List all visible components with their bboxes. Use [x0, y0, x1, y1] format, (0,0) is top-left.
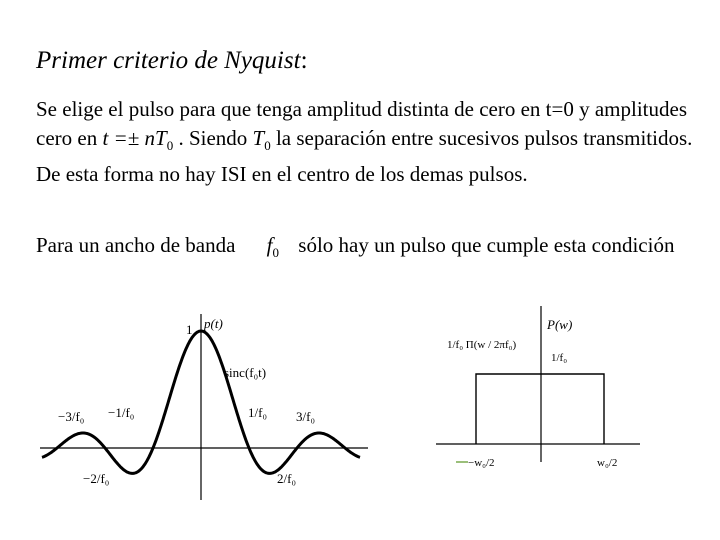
sinc-label: sinc(f₀t)	[224, 365, 267, 380]
P-w-label: P(w)	[547, 317, 573, 332]
p-t-label: p(t)	[204, 316, 223, 331]
symbol-T0: $T_0$	[252, 126, 271, 154]
height-label: 1/f₀	[551, 352, 568, 364]
paragraph-nyquist-condition: Se elige el pulso para que tenga amplitud distinta de cero en t=0 y amplitudes cero en $t =\pm nT_0$ . Siendo $T_0$ la separación entre sucesivos pulsos transmitidos. De esta forma no hay ISI en el centro de los demas pulsos.	[36, 97, 693, 187]
tick-label-neg2: −2/f₀	[83, 471, 110, 486]
tick-label-pos1: 1/f₀	[248, 405, 267, 420]
symbol-f0: $f_0$	[266, 233, 280, 261]
tick-right-label: w₀/2	[597, 457, 618, 469]
tick-left-label: −w₀/2	[468, 457, 495, 469]
equation-t-equals-nT0: $t =\pm nT_0$	[102, 126, 174, 154]
peak-label: 1	[186, 322, 193, 337]
sinc-curve	[42, 331, 360, 473]
slide-title: Primer criterio de Nyquist:	[36, 47, 308, 74]
tick-label-pos3: 3/f₀	[296, 409, 315, 424]
tick-label-pos2: 2/f₀	[277, 471, 296, 486]
tick-label-neg3: −3/f₀	[58, 409, 85, 424]
tick-label-neg1: −1/f₀	[108, 405, 135, 420]
rectangle-spectrum	[476, 374, 604, 444]
rect-expression-label: 1/f₀ Π(w / 2πf₀)	[447, 339, 517, 351]
paragraph-bandwidth: Para un ancho de banda $f_0$ sólo hay un pulso que cumple esta condición	[36, 231, 696, 267]
